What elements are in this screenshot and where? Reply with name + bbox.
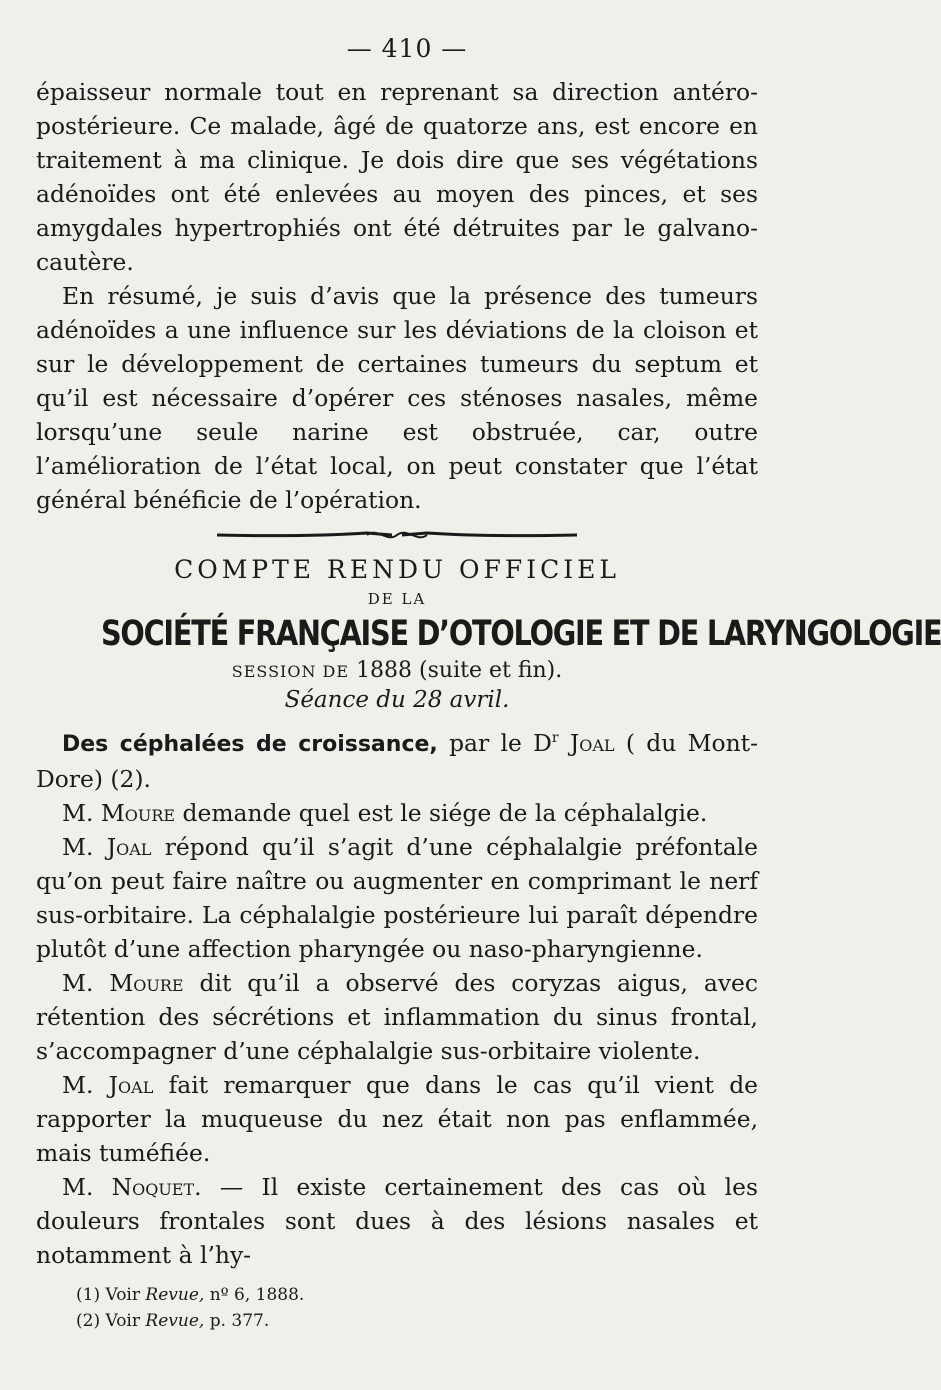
byline-sup: r	[551, 730, 559, 746]
speaker-name: Moure	[100, 798, 176, 827]
session-label: SESSION DE	[231, 662, 350, 681]
session-year: 1888 (suite et fin).	[356, 658, 563, 683]
paragraph-summary: En résumé, je suis d’avis que la présence des tumeurs adénoïdes a une influence sur les déviations de la cloison et sur le développement de certaines tumeurs du septum et qu’il est nécessaire d’opérer ces sténoses nasales, même lorsqu’une seule narine est obstruée, car, outre l’amélioration de l’état local, on peut constater que l’état général bénéficie de l’opération.	[36, 282, 758, 514]
heading-seance: Séance du 28 avril.	[284, 687, 510, 713]
dialogue-text: demande quel est le siége de la céphalalgie.	[182, 798, 708, 827]
speaker-name: Moure	[109, 968, 184, 997]
speaker-title: M.	[62, 1070, 94, 1099]
speaker-title: M.	[62, 968, 94, 997]
article-heading	[36, 721, 758, 796]
dialogue-paragraph	[36, 966, 758, 1068]
dialogue-paragraph	[36, 1170, 758, 1272]
ornament-divider	[36, 525, 758, 549]
dialogue-paragraph	[36, 1068, 758, 1170]
dialogue-text: répond qu’il s’agit d’une céphalalgie préfontale qu’on peut faire naître ou augmenter en comprimant le nerf sus-orbitaire. La céphalalgie postérieure lui paraît dépendre plutôt d’une affection pharyngée ou naso-pharyngienne.	[36, 832, 759, 963]
speaker-name: Joal	[106, 832, 152, 861]
heading-session	[36, 658, 758, 683]
footnote	[36, 1282, 758, 1308]
speaker-title: M.	[62, 798, 94, 827]
speaker-title: M.	[62, 1172, 94, 1201]
dialogue-paragraph	[36, 796, 758, 830]
speaker-name: Joal	[108, 1070, 154, 1099]
footnote-text: p. 377.	[209, 1310, 270, 1331]
document-page	[36, 28, 941, 1334]
dialogue-text: dit qu’il a observé des coryzas aigus, avec rétention des sécrétions et inflammation du sinus frontal, s’accompagner d’une céphalalgie sus-orbitaire violente.	[36, 968, 758, 1065]
paragraph-continuation: épaisseur normale tout en reprenant sa direction antéro-postérieure. Ce malade, âgé de quatorze ans, est encore en traitement à ma clinique. Je dois dire que ses végétations adénoïdes ont été enlevées au moyen des pinces, et ses amygdales hypertrophiés ont été détruites par le galvano-cautère.	[36, 78, 758, 276]
heading-de-la: DE LA	[367, 590, 427, 608]
footnote-mark: (2) Voir	[76, 1310, 140, 1331]
footnote-ref: Revue,	[145, 1310, 205, 1331]
speaker-name: Noquet.	[111, 1172, 202, 1201]
footnote-ref: Revue,	[145, 1284, 205, 1305]
byline-author: Joal	[569, 728, 615, 757]
page-number: — 410 —	[346, 34, 468, 63]
footnote-text: nº 6, 1888.	[209, 1284, 305, 1305]
heading-societe: SOCIÉTÉ FRANÇAISE D’OTOLOGIE ET DE LARYNGOLOGIE	[100, 614, 941, 654]
dialogue-text: fait remarquer que dans le cas qu’il vient de rapporter la muqueuse du nez était non pas enflammée, mais tuméfiée.	[36, 1070, 759, 1167]
footnote-mark: (1) Voir	[76, 1284, 140, 1305]
article-title: Des céphalées de croissance,	[62, 731, 438, 757]
byline-prefix: par le D	[449, 728, 552, 757]
byline-suffix: ( du Mont-Dore) (2).	[36, 728, 758, 793]
dialogue-text: — Il existe certainement des cas où les douleurs frontales sont dues à des lésions nasales et notamment à l’hy-	[36, 1172, 759, 1269]
footnotes	[36, 1282, 758, 1334]
dialogue-paragraph	[36, 830, 758, 966]
heading-compte-rendu: COMPTE RENDU OFFICIEL	[174, 555, 620, 584]
footnote	[36, 1308, 758, 1334]
speaker-title: M.	[62, 832, 94, 861]
